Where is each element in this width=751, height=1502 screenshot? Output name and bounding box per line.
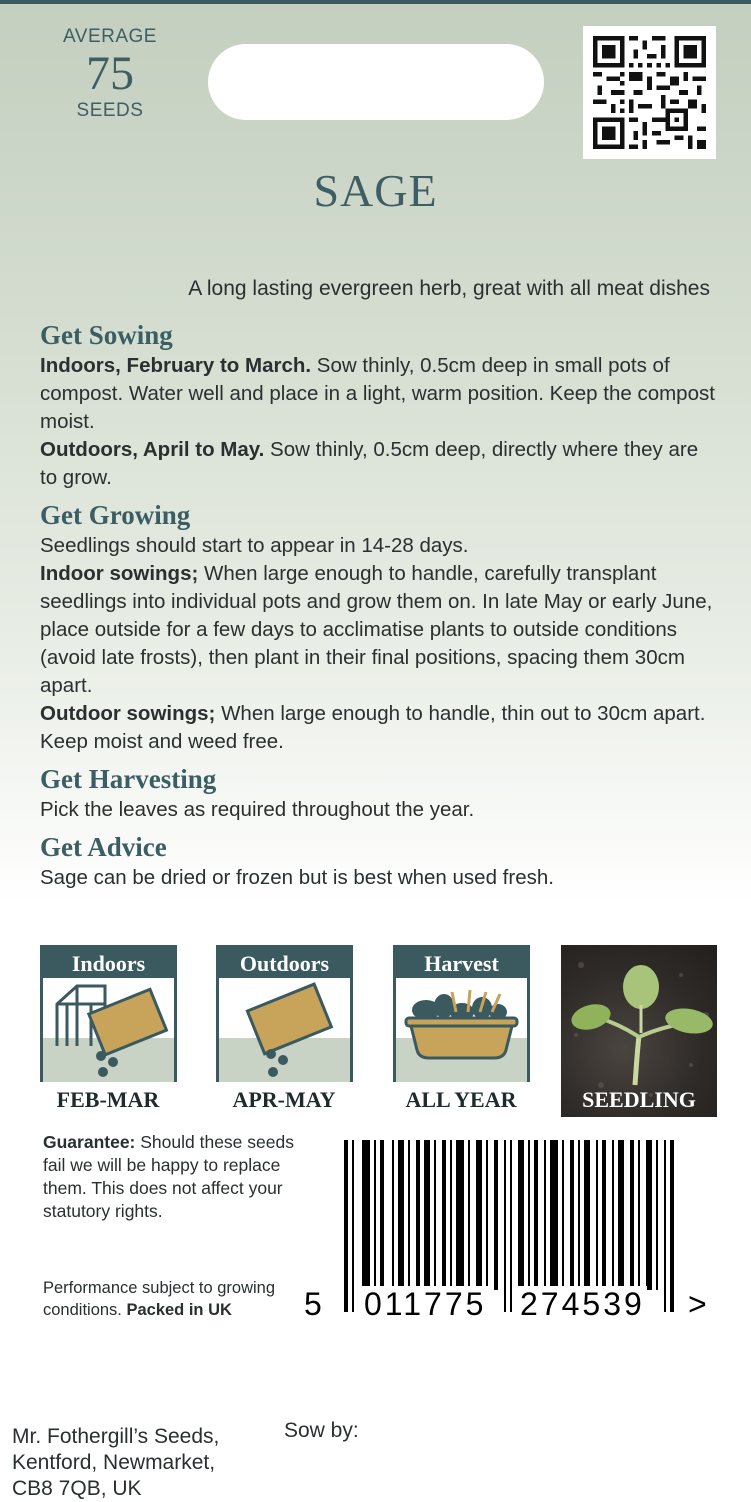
instructions	[40, 316, 720, 892]
barcode-digits	[300, 1286, 720, 1326]
address-line-1: Mr. Fothergill’s Seeds,	[12, 1425, 220, 1448]
icon-card-outdoors-header: Outdoors	[219, 948, 350, 978]
address-line-2: Kentford, Newmarket,	[12, 1451, 216, 1474]
seed-count-bottom: SEEDS	[76, 100, 144, 121]
seed-count-badge	[50, 26, 170, 122]
icon-card-harvest-header: Harvest	[396, 948, 527, 978]
barcode-end-mark: >	[688, 1286, 707, 1322]
performance-note	[43, 1277, 313, 1321]
growing-outdoor	[40, 700, 720, 756]
guarantee-body: Should these seeds fail we will be happy to replace them. This does not affect your statutory rights.	[43, 1132, 294, 1221]
product-tagline: A long lasting evergreen herb, great with all meat dishes	[188, 277, 710, 300]
growing-indoor-text: When large enough to handle, carefully transplant seedlings into individual pots and grow them on. In late May or early June, place outside for a few days to acclimatise plants to outside conditions (avoid late frosts), then plant in their final positions, spacing them 30cm apart.	[40, 562, 713, 697]
heading-get-harvesting: Get Harvesting	[40, 764, 217, 794]
barcode-first-digit: 5	[304, 1286, 322, 1322]
sowing-outdoors-text: Sow thinly, 0.5cm deep, directly where they are to grow.	[40, 438, 699, 489]
guarantee-text	[43, 1131, 313, 1223]
calendar-icons	[40, 945, 720, 1120]
growing-outdoor-lead: Outdoor sowings;	[40, 702, 216, 725]
growing-indoor-lead: Indoor sowings;	[40, 562, 199, 585]
harvesting-text: Pick the leaves as required throughout the year.	[40, 798, 475, 821]
sow-by-label: Sow by:	[284, 1419, 359, 1442]
seed-count-top: AVERAGE	[63, 26, 157, 47]
seedling-photo	[561, 945, 717, 1117]
sowing-indoors-lead: Indoors, February to March.	[40, 354, 312, 377]
heading-get-sowing: Get Sowing	[40, 320, 173, 350]
seed-count-number: 75	[86, 47, 134, 100]
qr-code[interactable]	[583, 26, 716, 159]
hang-slot	[208, 44, 544, 120]
icon-caption-outdoors: APR-MAY	[232, 1087, 336, 1112]
sowing-indoors	[40, 352, 720, 436]
address-line-3: CB8 7QB, UK	[12, 1477, 142, 1500]
advice-text: Sage can be dried or frozen but is best when used fresh.	[40, 866, 554, 889]
growing-intro: Seedlings should start to appear in 14-28 days.	[40, 534, 469, 557]
icon-card-outdoors	[216, 945, 353, 1082]
qr-code-icon	[593, 36, 706, 149]
heading-get-advice: Get Advice	[40, 832, 167, 862]
barcode-right-group: 274539	[520, 1286, 645, 1322]
guarantee-lead: Guarantee:	[43, 1132, 136, 1152]
barcode-left-group: 011775	[364, 1286, 487, 1322]
sowing-indoors-text: Sow thinly, 0.5cm deep in small pots of compost. Water well and place in a light, warm position. Keep the compost moist.	[40, 354, 715, 433]
seed-packet-icon	[219, 978, 350, 1082]
company-address	[12, 1424, 272, 1502]
packed-in-uk: Packed in UK	[126, 1301, 232, 1319]
performance-text: Performance subject to growing conditions.	[43, 1279, 276, 1319]
seedling-caption: SEEDLING	[582, 1087, 696, 1112]
icon-caption-indoors: FEB-MAR	[56, 1087, 160, 1112]
sowing-outdoors-lead: Outdoors, April to May.	[40, 438, 265, 461]
harvest-basket-icon	[396, 978, 527, 1082]
icon-card-indoors-header: Indoors	[43, 948, 174, 978]
growing-indoor	[40, 560, 720, 700]
product-title: SAGE	[313, 165, 438, 216]
heading-get-growing: Get Growing	[40, 500, 191, 530]
icon-card-harvest	[393, 945, 530, 1082]
growing-outdoor-text: When large enough to handle, thin out to 30cm apart. Keep moist and weed free.	[40, 702, 706, 753]
sowing-outdoors	[40, 436, 720, 492]
greenhouse-seed-packet-icon	[43, 978, 174, 1082]
icon-caption-harvest: ALL YEAR	[405, 1087, 517, 1112]
icon-card-indoors	[40, 945, 177, 1082]
